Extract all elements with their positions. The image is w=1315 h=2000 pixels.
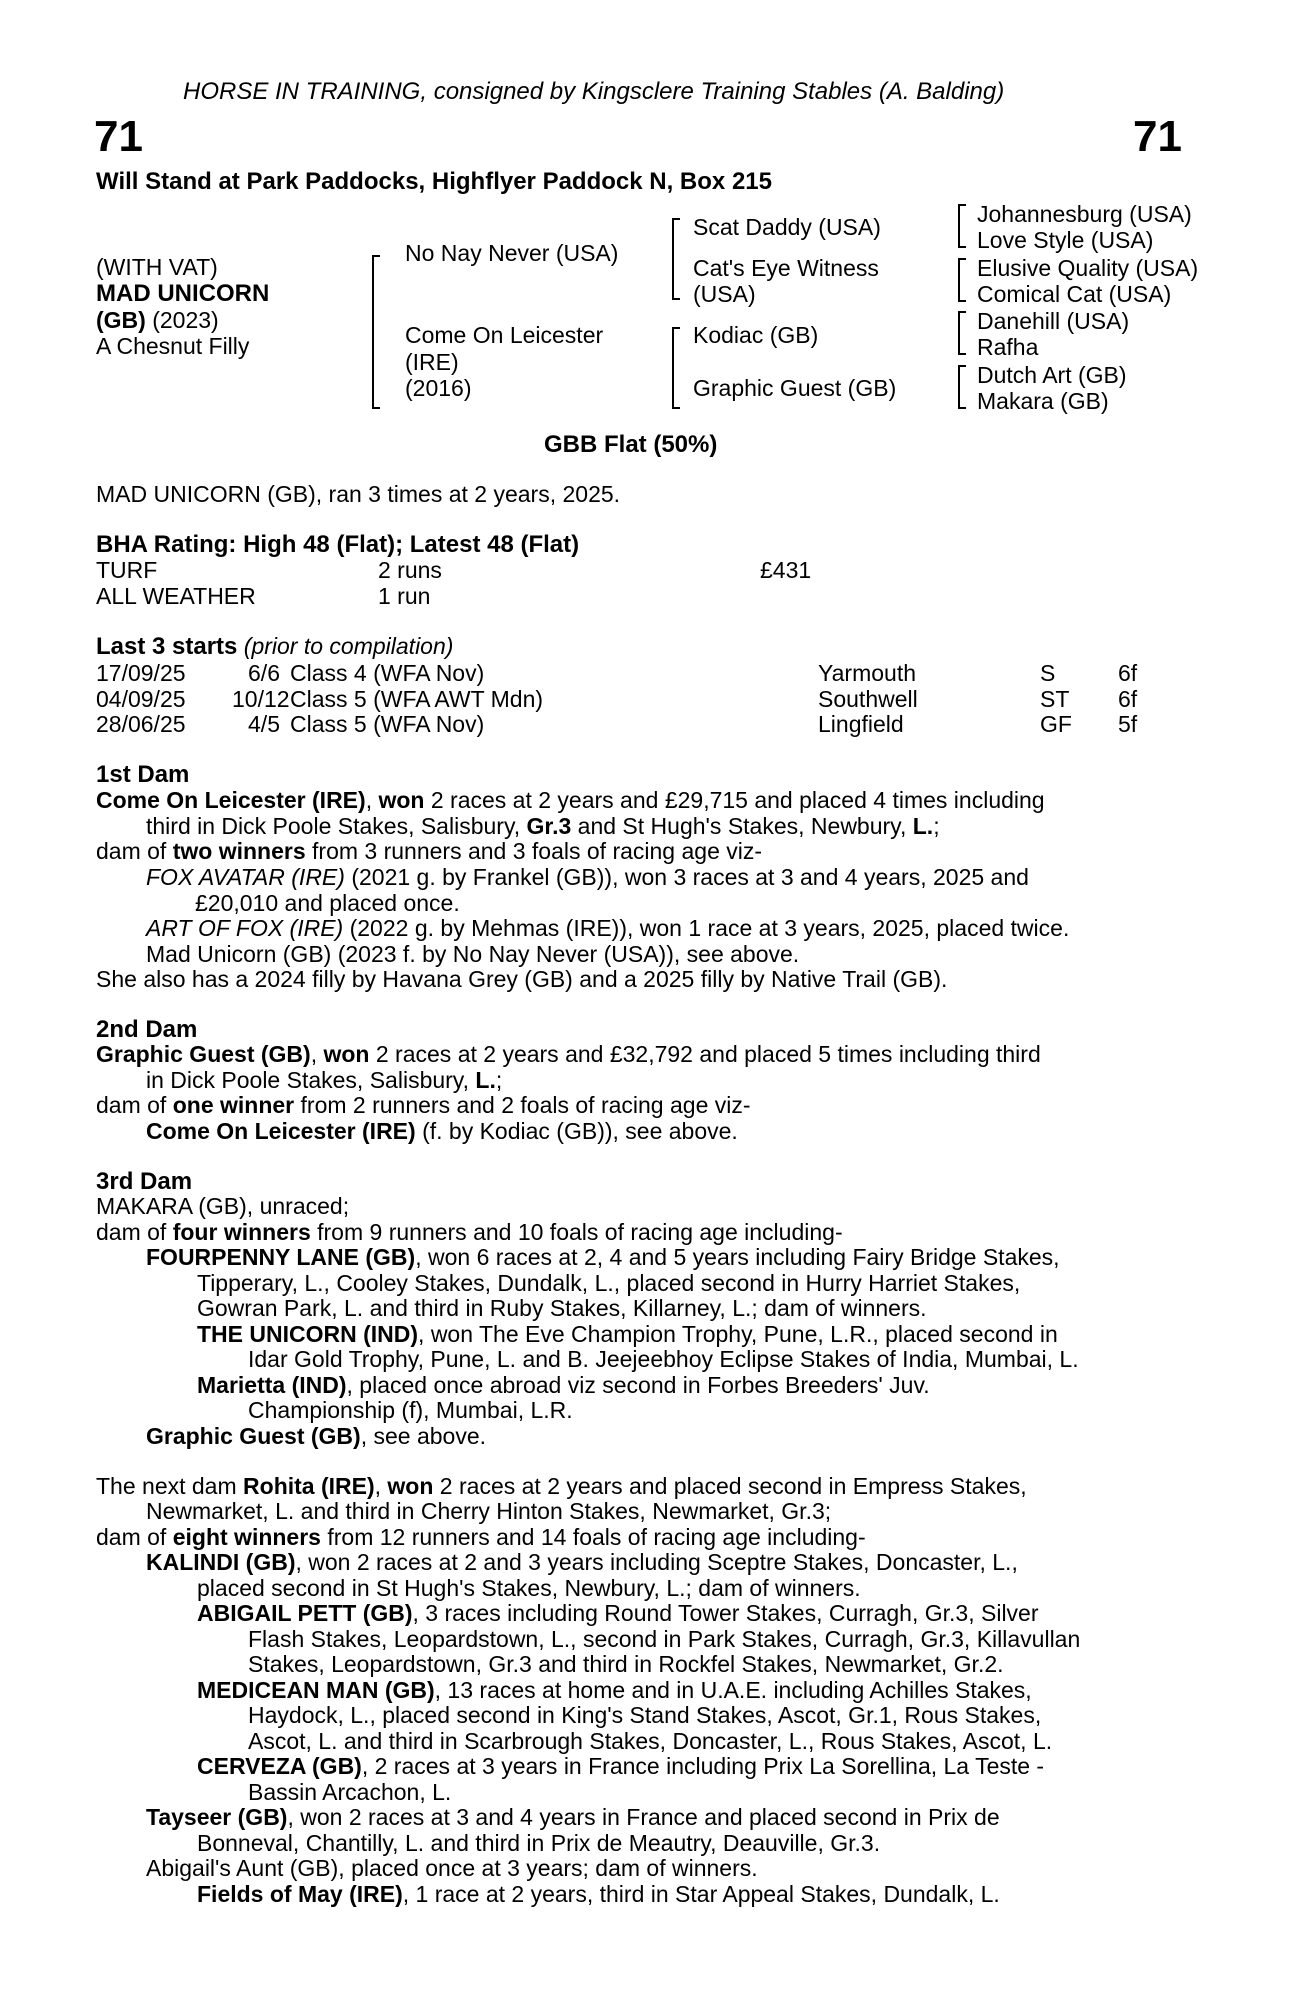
third-dam-line1: MAKARA (GB), unraced; [96, 1193, 350, 1219]
pedigree-brace-g2 [958, 258, 966, 302]
start-date: 28/06/25 [96, 711, 186, 737]
next-dam-text1: 2 races at 2 years and placed second in Empress Stakes, [433, 1473, 1027, 1499]
first-dam-won: won [378, 787, 425, 813]
gbb-flat: GBB Flat (50%) [544, 431, 718, 458]
second-dam-p1-text: (f. by Kodiac (GB)), see above. [415, 1118, 738, 1144]
medicean-man-line1 [197, 1678, 1032, 1704]
next-dam-damof-rest: from 12 runners and 14 foals of racing age including- [320, 1524, 866, 1550]
horse-origin: (GB) [96, 307, 146, 333]
first-dam-text2a: third in Dick Poole Stakes, Salisbury, [146, 813, 527, 839]
kalindi-line1 [146, 1550, 1018, 1576]
first-dam-gr3: Gr.3 [526, 813, 572, 839]
pedigree-brace-g1 [958, 204, 966, 248]
second-dam-p1-name: Come On Leicester (IRE) [146, 1118, 416, 1144]
first-dam-p2-text: (2022 g. by Mehmas (IRE)), won 1 race at 3 years, 2025, placed twice. [343, 915, 1070, 941]
cerveza-text1: , 2 races at 3 years in France including Prix La Sorellina, La Teste - [361, 1753, 1045, 1779]
pedigree-dam-line3: (2016) [405, 375, 472, 401]
graphic-guest-text: , see above. [360, 1423, 487, 1449]
pedigree-dss: Danehill (USA) [977, 308, 1130, 334]
next-dam-winners: eight winners [172, 1524, 321, 1550]
pedigree-sire: No Nay Never (USA) [405, 240, 619, 266]
first-dam-produce3: Mad Unicorn (GB) (2023 f. by No Nay Never (USA)), see above. [146, 941, 800, 967]
start-going: ST [1040, 685, 1070, 712]
horse-name: MAD UNICORN [96, 280, 270, 307]
abigail-pett-name: ABIGAIL PETT (GB) [197, 1600, 413, 1626]
first-dam-damof-rest: from 3 runners and 3 foals of racing age viz- [305, 838, 763, 864]
start-distance: 5f [1118, 711, 1138, 737]
pedigree-brace-dam [672, 327, 680, 409]
first-dam-text2c: ; [933, 813, 940, 839]
first-dam-produce1 [146, 865, 1029, 891]
second-dam-line1: Graphic Guest (GB), won 2 races at 2 years and £32,792 and placed 5 times including third [96, 1041, 1041, 1067]
first-dam-line1: Come On Leicester (IRE), won 2 races at 2 years and £29,715 and placed 4 times including [96, 787, 1045, 813]
marietta-text1: , placed once abroad viz second in Forbes Breeders' Juv. [346, 1372, 930, 1398]
fourpenny-lane-line1 [146, 1245, 1060, 1271]
second-dam-damof [96, 1093, 751, 1119]
pedigree-brace-g4 [958, 365, 966, 409]
tayseer-line2: Bonneval, Chantilly, L. and third in Prix de Meautry, Deauville, Gr.3. [197, 1830, 881, 1856]
second-dam-produce1 [146, 1119, 738, 1145]
pedigree-dam-line2: (IRE) [405, 349, 459, 375]
pedigree-sss: Johannesburg (USA) [977, 201, 1192, 227]
start-class: Class 5 (WFA AWT Mdn) [290, 685, 544, 712]
fourpenny-lane-line2: Tipperary, L., Cooley Stakes, Dundalk, L., placed second in Hurry Harriet Stakes, [197, 1270, 1021, 1296]
kalindi-text1: , won 2 races at 2 and 3 years including Sceptre Stakes, Doncaster, L., [295, 1549, 1018, 1575]
graphic-guest-line [146, 1424, 486, 1450]
start-course: Lingfield [818, 711, 904, 737]
pedigree-ssd: Love Style (USA) [977, 227, 1154, 253]
stand-info: Will Stand at Park Paddocks, Highflyer Paddock N, Box 215 [96, 168, 772, 195]
second-dam-winners: one winner [172, 1092, 295, 1118]
turf-prize: £431 [760, 557, 812, 583]
first-dam-text1: 2 races at 2 years and £29,715 and placed 4 times including [424, 787, 1045, 813]
second-dam-text2c: ; [495, 1067, 503, 1093]
start-course: Yarmouth [818, 660, 917, 686]
start-going: GF [1040, 711, 1072, 737]
second-dam-heading: 2nd Dam [96, 1016, 198, 1043]
pedigree-ddd: Makara (GB) [977, 388, 1109, 414]
tayseer-text1: , won 2 races at 3 and 4 years in France and placed second in Prix de [287, 1804, 1000, 1830]
second-dam-text1: 2 races at 2 years and £32,792 and placed 5 times including third [369, 1041, 1041, 1067]
pedigree-dam-line1: Come On Leicester [405, 322, 604, 348]
abigail-pett-line3: Stakes, Leopardstown, Gr.3 and third in Rockfel Stakes, Newmarket, Gr.2. [248, 1651, 1004, 1677]
next-dam-line1: The next dam Rohita (IRE), won 2 races at 2 years and placed second in Empress Stakes, [96, 1473, 1027, 1499]
abigail-pett-line2: Flash Stakes, Leopardstown, L., second in Park Stakes, Curragh, Gr.3, Killavullan [248, 1626, 1081, 1652]
pedigree-sire-dam-line1: Cat's Eye Witness [693, 255, 879, 281]
start-class: Class 5 (WFA Nov) [290, 711, 485, 737]
tayseer-line1 [146, 1805, 1000, 1831]
fourpenny-lane-line3: Gowran Park, L. and third in Ruby Stakes, Killarney, L.; dam of winners. [197, 1295, 927, 1321]
start-class: Class 4 (WFA Nov) [290, 660, 485, 686]
start-course: Southwell [818, 685, 918, 712]
fields-of-may-name: Fields of May (IRE) [197, 1881, 403, 1907]
first-dam-line2 [146, 814, 940, 840]
start-distance: 6f [1118, 660, 1138, 686]
start-distance: 6f [1118, 685, 1138, 712]
first-dam-also: She also has a 2024 filly by Havana Grey (GB) and a 2025 filly by Native Trail (GB). [96, 966, 948, 992]
medicean-man-line3: Ascot, L. and third in Scarbrough Stakes, Doncaster, L., Rous Stakes, Ascot, L. [248, 1728, 1053, 1754]
first-dam-heading: 1st Dam [96, 761, 190, 788]
first-dam-p2-name: ART OF FOX (IRE) [146, 915, 344, 941]
first-dam-damof [96, 839, 762, 865]
kalindi-name: KALINDI (GB) [146, 1549, 296, 1575]
first-dam-damof-label: dam of [96, 838, 173, 864]
aw-runs: 1 run [378, 583, 431, 609]
next-dam-won: won [387, 1473, 434, 1499]
fields-of-may-line [197, 1882, 1000, 1908]
start-position: 6/6 [248, 660, 280, 686]
second-dam-damof-rest: from 2 runners and 2 foals of racing age viz- [294, 1092, 751, 1118]
turf-label: TURF [96, 557, 158, 583]
horse-year: (2023) [145, 307, 219, 333]
pedigree-sire-dam-line2: (USA) [693, 281, 756, 307]
next-dam-name: Rohita (IRE) [243, 1473, 375, 1499]
last-starts-title: Last 3 starts [96, 633, 238, 660]
last-starts-heading [96, 634, 453, 660]
first-dam-produce1-cont: £20,010 and placed once. [195, 890, 460, 916]
fourpenny-lane-text1: , won 6 races at 2, 4 and 5 years including Fairy Bridge Stakes, [415, 1244, 1060, 1270]
abigail-pett-line1 [197, 1601, 1039, 1627]
pedigree-sire-sire: Scat Daddy (USA) [693, 214, 881, 240]
abigails-aunt-line: Abigail's Aunt (GB), placed once at 3 years; dam of winners. [146, 1855, 758, 1881]
last-starts-note: (prior to compilation) [237, 633, 454, 659]
lot-number-left: 71 [94, 112, 143, 161]
cerveza-name: CERVEZA (GB) [197, 1753, 362, 1779]
start-date: 17/09/25 [96, 660, 186, 686]
cerveza-line1 [197, 1754, 1044, 1780]
fourpenny-lane-name: FOURPENNY LANE (GB) [146, 1244, 416, 1270]
first-dam-p1-text: (2021 g. by Frankel (GB)), won 3 races at 3 and 4 years, 2025 and [344, 864, 1029, 890]
pedigree-sdd: Comical Cat (USA) [977, 281, 1172, 307]
kalindi-line2: placed second in St Hugh's Stakes, Newbury, L.; dam of winners. [197, 1575, 861, 1601]
second-dam-won: won [323, 1041, 370, 1067]
first-dam-p1-name: FOX AVATAR (IRE) [146, 864, 345, 890]
the-unicorn-name: THE UNICORN (IND) [197, 1321, 419, 1347]
turf-runs: 2 runs [378, 557, 442, 583]
medicean-man-name: MEDICEAN MAN (GB) [197, 1677, 435, 1703]
marietta-name: Marietta (IND) [197, 1372, 347, 1398]
pedigree-dam-dam: Graphic Guest (GB) [693, 375, 897, 401]
third-dam-damof [96, 1220, 843, 1246]
second-dam-line2 [146, 1068, 502, 1094]
horse-origin-year [96, 308, 219, 334]
the-unicorn-line2: Idar Gold Trophy, Pune, L. and B. Jeejeebhoy Eclipse Stakes of India, Mumbai, L. [248, 1346, 1079, 1372]
ran-summary: MAD UNICORN (GB), ran 3 times at 2 years, 2025. [96, 481, 621, 507]
second-dam-name: Graphic Guest (GB) [96, 1041, 311, 1067]
first-dam-text2b: and St Hugh's Stakes, Newbury, [571, 813, 913, 839]
marietta-line2: Championship (f), Mumbai, L.R. [248, 1397, 573, 1423]
third-dam-damof-rest: from 9 runners and 10 foals of racing age including- [310, 1219, 843, 1245]
first-dam-l: L. [912, 813, 934, 839]
tayseer-name: Tayseer (GB) [146, 1804, 288, 1830]
medicean-man-line2: Haydock, L., placed second in King's Stand Stakes, Ascot, Gr.1, Rous Stakes, [248, 1702, 1042, 1728]
lot-number-right: 71 [1133, 112, 1182, 161]
next-dam-intro: The next dam [96, 1473, 244, 1499]
pedigree-brace-main [372, 255, 380, 409]
third-dam-heading: 3rd Dam [96, 1168, 193, 1195]
third-dam-damof-label: dam of [96, 1219, 173, 1245]
third-dam-winners: four winners [172, 1219, 311, 1245]
start-going: S [1040, 660, 1056, 686]
graphic-guest-name: Graphic Guest (GB) [146, 1423, 361, 1449]
vat-label: (WITH VAT) [96, 254, 218, 280]
second-dam-text2: in Dick Poole Stakes, Salisbury, [146, 1067, 476, 1093]
the-unicorn-line1 [197, 1322, 1058, 1348]
pedigree-brace-sire [672, 218, 680, 300]
catalogue-header: HORSE IN TRAINING, consigned by Kingsclere Training Stables (A. Balding) [183, 78, 1005, 105]
pedigree-dam-sire: Kodiac (GB) [693, 322, 819, 348]
second-dam-damof-label: dam of [96, 1092, 173, 1118]
aw-label: ALL WEATHER [96, 583, 256, 609]
start-date: 04/09/25 [96, 685, 186, 712]
horse-description: A Chesnut Filly [96, 333, 250, 359]
second-dam-l: L. [475, 1067, 496, 1093]
first-dam-produce2 [146, 916, 1069, 942]
first-dam-winners: two winners [172, 838, 306, 864]
pedigree-brace-g3 [958, 311, 966, 355]
next-dam-damof [96, 1525, 866, 1551]
first-dam-name: Come On Leicester (IRE) [96, 787, 366, 813]
start-position: 4/5 [248, 711, 280, 737]
medicean-man-text1: , 13 races at home and in U.A.E. including Achilles Stakes, [434, 1677, 1032, 1703]
next-dam-damof-label: dam of [96, 1524, 173, 1550]
fields-of-may-text: , 1 race at 2 years, third in Star Appeal Stakes, Dundalk, L. [402, 1881, 1000, 1907]
pedigree-dsd: Rafha [977, 334, 1039, 360]
cerveza-line2: Bassin Arcachon, L. [248, 1779, 452, 1805]
marietta-line1 [197, 1373, 930, 1399]
next-dam-line2: Newmarket, L. and third in Cherry Hinton Stakes, Newmarket, Gr.3; [146, 1498, 832, 1524]
start-position: 10/12 [232, 685, 290, 712]
pedigree-sds: Elusive Quality (USA) [977, 255, 1199, 281]
bha-rating: BHA Rating: High 48 (Flat); Latest 48 (Flat) [96, 531, 580, 558]
pedigree-dds: Dutch Art (GB) [977, 362, 1127, 388]
abigail-pett-text1: , 3 races including Round Tower Stakes, Curragh, Gr.3, Silver [412, 1600, 1039, 1626]
the-unicorn-text1: , won The Eve Champion Trophy, Pune, L.R., placed second in [418, 1321, 1058, 1347]
